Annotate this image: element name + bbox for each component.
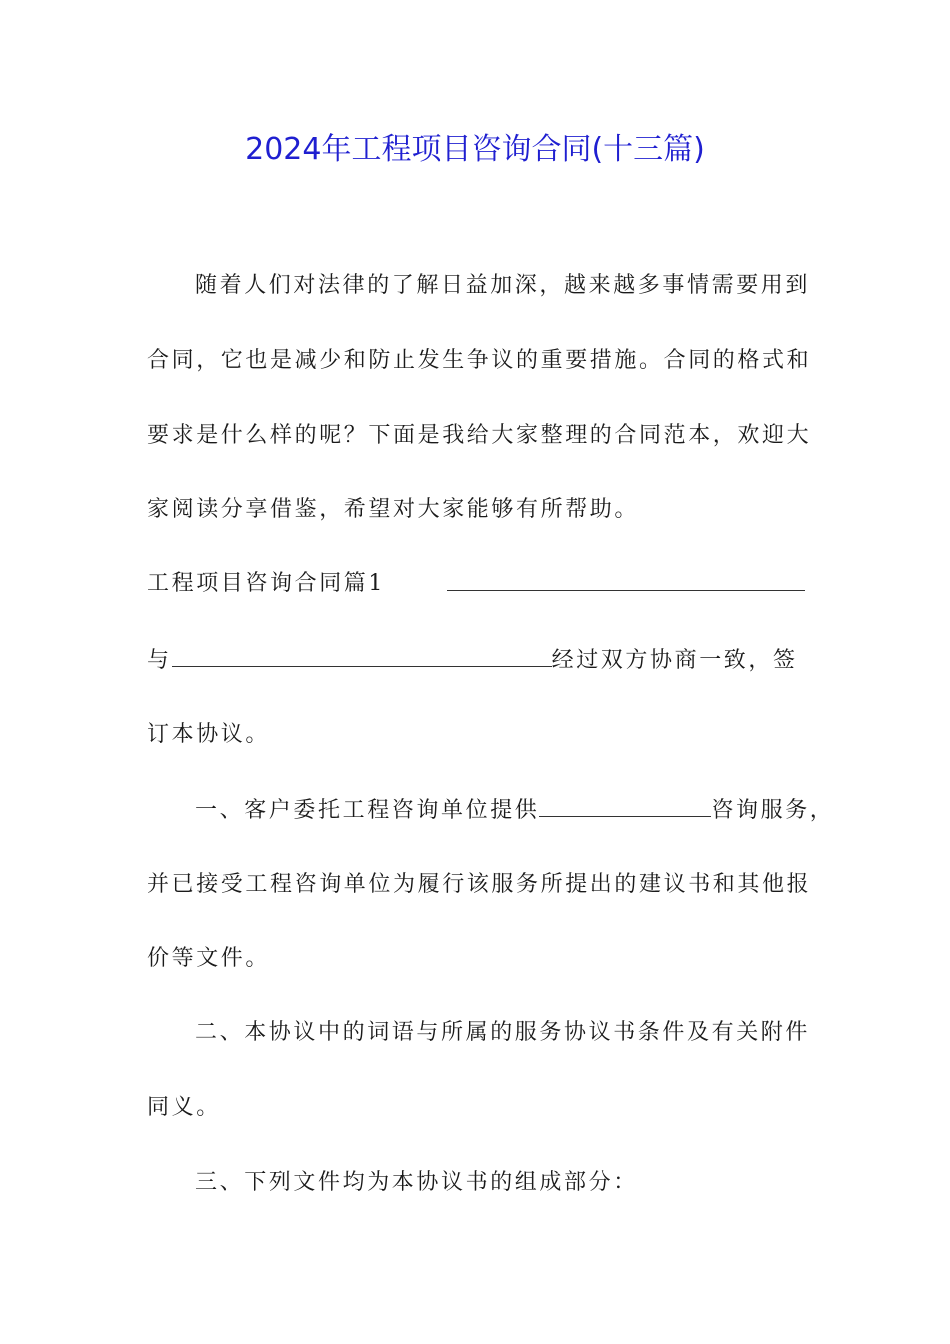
parties-suffix: 经过双方协商一致，签 [551,648,798,673]
section-heading: 工程项目咨询合同篇1 [147,571,385,596]
parties-prefix: 与 [147,648,172,673]
party-b-blank [172,644,552,667]
intro-line-2: 合同，它也是减少和防止发生争议的重要措施。合同的格式和 [147,348,812,373]
document-title: 2024年工程项目咨询合同(十三篇) [245,132,705,167]
section-heading-row [147,568,807,600]
clause-1-line-3: 价等文件。 [147,946,271,971]
intro-line-3: 要求是什么样的呢？下面是我给大家整理的合同范本，欢迎大 [147,423,812,448]
clause-2-line-1: 二、本协议中的词语与所属的服务协议书条件及有关附件 [195,1020,811,1045]
clause-3-line-1: 三、下列文件均为本协议书的组成部分： [195,1170,638,1195]
intro-line-4: 家阅读分享借鉴，希望对大家能够有所帮助。 [147,497,640,522]
service-blank [539,794,711,817]
clause-1-suffix: 咨询服务， [711,798,835,823]
party-a-blank [447,568,805,591]
intro-line-1: 随着人们对法律的了解日益加深，越来越多事情需要用到 [195,273,811,298]
parties-end: 订本协议。 [147,722,271,747]
clause-1-prefix: 一、客户委托工程咨询单位提供 [195,798,540,823]
clause-2-line-2: 同义。 [147,1095,221,1120]
parties-line [147,644,807,677]
clause-1-line-2: 并已接受工程咨询单位为履行该服务所提出的建议书和其他报 [147,872,812,897]
clause-1-line-1 [195,794,835,827]
